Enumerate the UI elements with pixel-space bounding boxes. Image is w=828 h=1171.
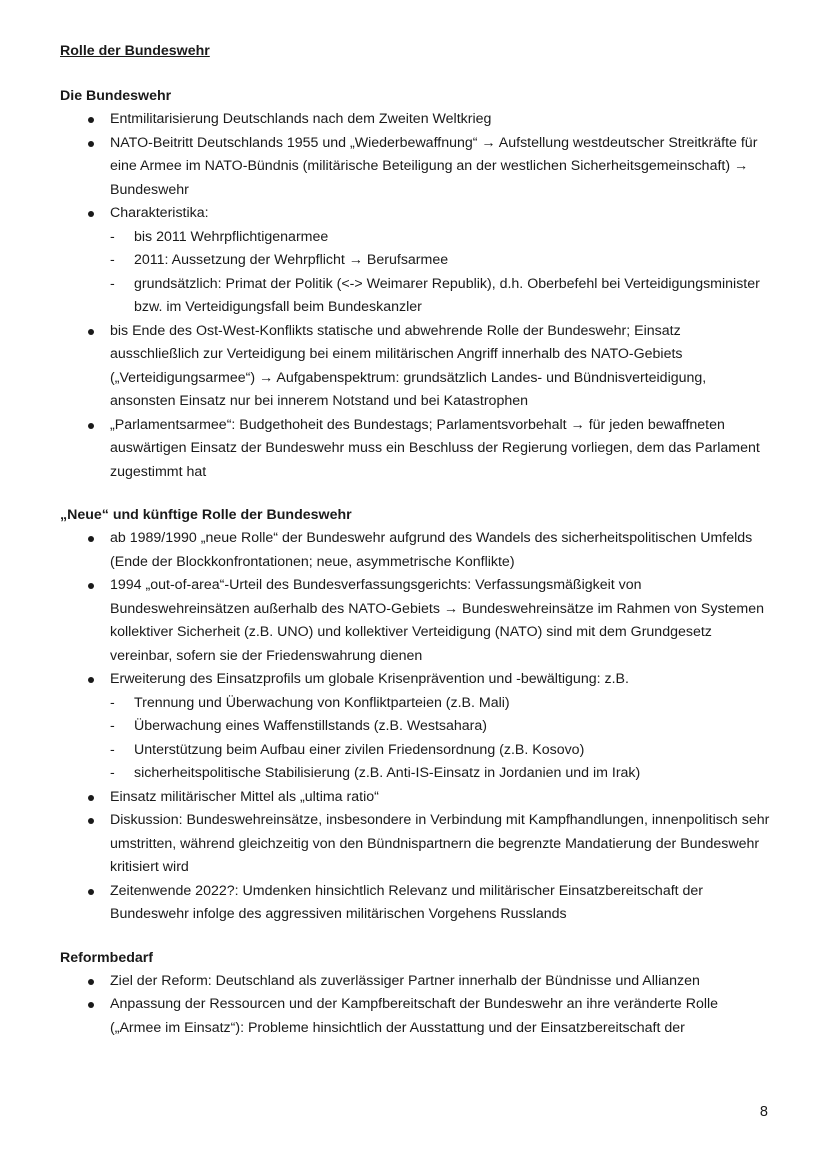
bullet-item bbox=[60, 414, 770, 485]
bullet-item bbox=[60, 574, 770, 668]
sections-container bbox=[60, 85, 770, 1040]
page-number: 8 bbox=[759, 1104, 768, 1120]
bullet-text: Zeitenwende 2022?: Umdenken hinsichtlich Relevanz und militärischer Einsatzbereitschaft der Bundeswehr infolge des aggressiven militärischen Vorgehens Russlands bbox=[110, 882, 704, 922]
bullet-item bbox=[60, 786, 770, 810]
document-page bbox=[60, 40, 770, 1060]
dash-item: - Unterstützung beim Aufbau einer zivilen Friedensordnung (z.B. Kosovo) bbox=[110, 739, 770, 763]
bullet-item bbox=[60, 993, 770, 1040]
bullet-item bbox=[60, 809, 770, 880]
bullet-text: Einsatz militärischer Mittel als „ultima ratio“ bbox=[110, 788, 379, 805]
bullet-list bbox=[60, 527, 770, 927]
dash-sublist bbox=[110, 226, 770, 320]
section-heading: Die Bundeswehr bbox=[60, 88, 172, 104]
bullet-item bbox=[60, 880, 770, 927]
bullet-text: Ziel der Reform: Deutschland als zuverlässiger Partner innerhalb der Bündnisse und Allianzen bbox=[110, 972, 700, 989]
bullet-item bbox=[60, 132, 770, 203]
bullet-text: Entmilitarisierung Deutschlands nach dem Zweiten Weltkrieg bbox=[110, 111, 492, 127]
bullet-item bbox=[60, 202, 770, 320]
section-heading: „Neue“ und künftige Rolle der Bundeswehr bbox=[60, 507, 352, 523]
bullet-text: ab 1989/1990 „neue Rolle“ der Bundeswehr aufgrund des Wandels des sicherheitspolitischen Umfelds (Ende der Blockkonfrontationen; neue, asymmetrische Konflikte) bbox=[110, 530, 753, 570]
dash-item: - bis 2011 Wehrpflichtigenarmee bbox=[110, 226, 770, 250]
bullet-item bbox=[60, 320, 770, 414]
bullet-text: Charakteristika: bbox=[110, 205, 209, 221]
dash-item: - Trennung und Überwachung von Konfliktparteien (z.B. Mali) bbox=[110, 692, 770, 716]
bullet-text: bis Ende des Ost-West-Konflikts statische und abwehrende Rolle der Bundeswehr; Einsatz ausschließlich zur Verteidigung bei einem militärischen Angriff innerhalb des NATO-Gebiets („Verteidigungsarmee“) → Aufgabenspektrum: grundsätzlich Landes- und Bündnisverteidigung, ansonsten Einsatz nur bei innerem Notstand und bei Katastrophen bbox=[110, 322, 707, 409]
document-title: Rolle der Bundeswehr bbox=[60, 43, 210, 59]
bullet-text: Diskussion: Bundeswehreinsätze, insbesondere in Verbindung mit Kampfhandlungen, innenpolitisch sehr umstritten, während gleichzeitig von den Bündnispartnern die begrenzte Mandatierung der Bundeswehr kritisiert wird bbox=[110, 812, 770, 875]
bullet-text: NATO-Beitritt Deutschlands 1955 und „Wiederbewaffnung“ → Aufstellung westdeutscher Streitkräfte für eine Armee im NATO-Bündnis (militärische Beteiligung an der westlichen Sicherheitsgemeinschaft) → Bundeswehr bbox=[110, 134, 758, 198]
dash-sublist bbox=[110, 692, 770, 786]
bullet-text: „Parlamentsarmee“: Budgethoheit des Bundestags; Parlamentsvorbehalt → für jeden bewaffneten auswärtigen Einsatz der Bundeswehr muss ein Beschluss der Regierung vorliegen, dem das Parlament zugestimmt hat bbox=[110, 416, 760, 480]
bullet-list bbox=[60, 970, 770, 1041]
dash-item: - sicherheitspolitische Stabilisierung (z.B. Anti-IS-Einsatz in Jordanien und im Irak) bbox=[110, 762, 770, 786]
bullet-list bbox=[60, 108, 770, 484]
bullet-item bbox=[60, 527, 770, 574]
bullet-text: Erweiterung des Einsatzprofils um globale Krisenprävention und -bewältigung: z.B. bbox=[110, 671, 629, 687]
bullet-item bbox=[60, 668, 770, 786]
section-0 bbox=[60, 85, 770, 484]
dash-item: - Überwachung eines Waffenstillstands (z.B. Westsahara) bbox=[110, 715, 770, 739]
section-heading: Reformbedarf bbox=[60, 949, 154, 966]
dash-item: - 2011: Aussetzung der Wehrpflicht → Berufsarmee bbox=[110, 249, 770, 273]
bullet-text: 1994 „out-of-area“-Urteil des Bundesverfassungsgerichts: Verfassungsmäßigkeit von Bundeswehreinsätzen außerhalb des NATO-Gebiets → Bundeswehreinsätze im Rahmen von Systemen kollektiver Sicherheit (z.B. UNO) und kollektiver Verteidigung (NATO) sind mit dem Grundgesetz vereinbar, sofern sie der Friedenswahrung dienen bbox=[110, 577, 765, 664]
bullet-item bbox=[60, 108, 770, 132]
section-1 bbox=[60, 504, 770, 927]
bullet-item bbox=[60, 970, 770, 994]
dash-item: - grundsätzlich: Primat der Politik (<-> Weimarer Republik), d.h. Oberbefehl bei Verteidigungsminister bzw. im Verteidigungsfall beim Bundeskanzler bbox=[110, 273, 770, 320]
section-2 bbox=[60, 947, 770, 1041]
bullet-text: Anpassung der Ressourcen und der Kampfbereitschaft der Bundeswehr an ihre veränderte Rolle („Armee im Einsatz“): Probleme hinsichtlich der Ausstattung und der Einsatzbereitschaft der bbox=[110, 996, 719, 1036]
